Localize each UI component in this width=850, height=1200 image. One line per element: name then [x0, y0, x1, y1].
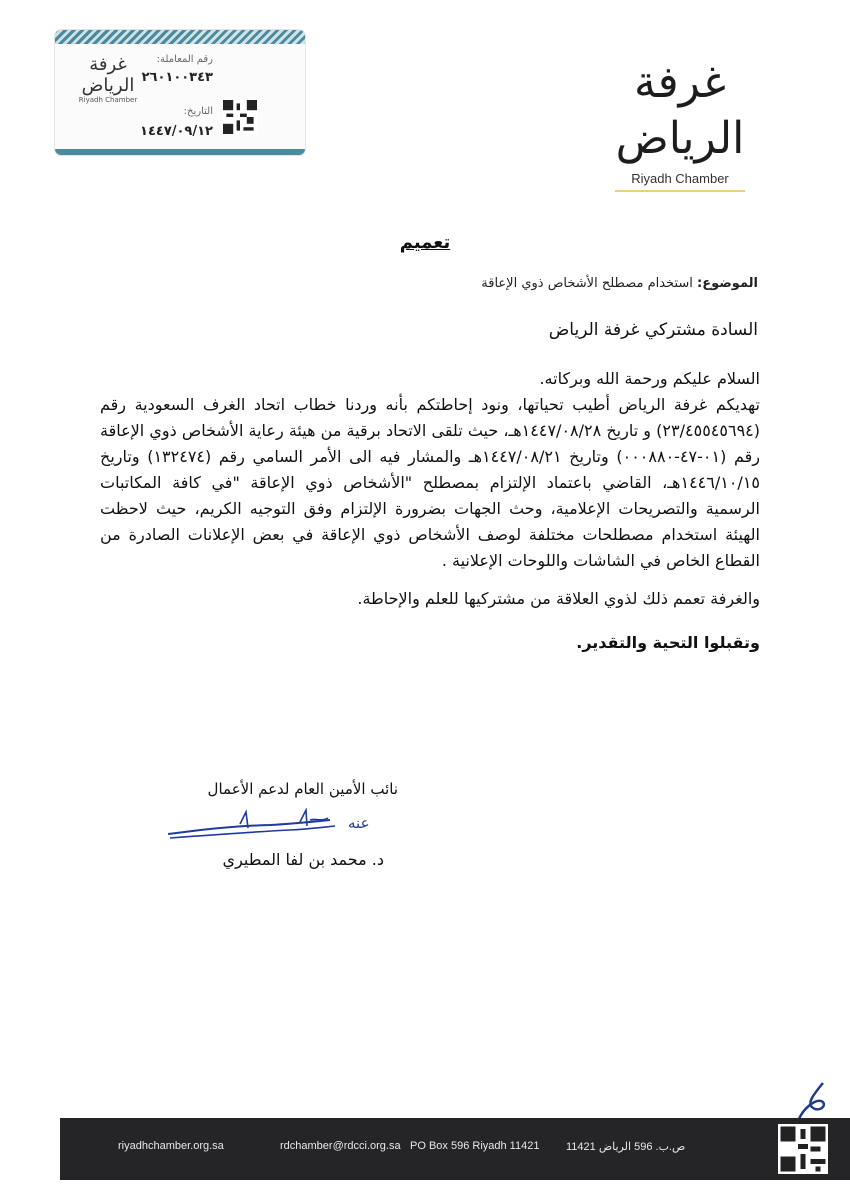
letter-title: تعميم — [399, 232, 451, 253]
footer-bar — [60, 1118, 850, 1180]
on-behalf-mark: عنه — [348, 814, 370, 832]
body-paragraph: تهديكم غرفة الرياض أطيب تحياتها، ونود إحاطتكم بأنه وردنا خطاب اتحاد الغرف السعودية رقم (٢٣/٤٥٥٤٥٦٩٤) و تاريخ ١٤٤٧/٠٨/٢٨هـ، حيث تلقى الاتحاد برقية من هيئة رعاية الأشخاص ذوي الإعاقة رقم (٠١-٤٧-٠٠٠٨٨٠) وتاريخ ١٤٤٧/٠٨/٢١هـ والمشار فيه الى الأمر السامي رقم (١٣٢٤٧٤) وتاريخ ١٤٤٦/١٠/١٥هـ، القاضي باعتماد الإلتزام بمصطلح "الأشخاص ذوي الإعاقة "في كافة المكاتبات الرسمية والتصريحات الإعلامية، وحث الجهات بضرورة الإلتزام وفق التوجيه الكريم، حيث لاحظت الهيئة استخدام مصطلحات مختلفة لوصف الأشخاص ذوي الإعاقة في بعض الإعلانات الصادرة من القطاع الخاص في الشاشات واللوحات الإعلانية . — [100, 395, 761, 570]
subject-line — [481, 276, 758, 291]
letter-body — [100, 366, 760, 656]
logo-underline — [615, 190, 745, 192]
footer-po-box-en: PO Box 596 Riyadh 11421 — [410, 1140, 540, 1152]
logo-english: Riyadh Chamber — [631, 171, 729, 186]
signatory-title: نائب الأمين العام لدعم الأعمال — [207, 780, 398, 798]
logo-arabic: غرفة الرياض — [615, 57, 745, 164]
riyadh-chamber-logo — [570, 55, 790, 186]
footer-email[interactable]: rdchamber@rdcci.org.sa — [280, 1140, 401, 1152]
footer-po-box-ar: ص.ب. 596 الرياض 11421 — [566, 1141, 686, 1153]
stamp-logo — [63, 54, 153, 106]
footer-website[interactable]: riyadhchamber.org.sa — [118, 1140, 224, 1152]
handwritten-signature — [160, 808, 400, 848]
stamp-qr-icon — [223, 100, 257, 134]
subject-text: استخدام مصطلح الأشخاص ذوي الإعاقة — [481, 276, 697, 291]
footer-qr-icon — [778, 1124, 828, 1174]
subject-label: الموضوع: — [697, 276, 758, 291]
transaction-number-label: رقم المعاملة: — [156, 54, 213, 65]
notice-paragraph: والغرفة تعمم ذلك لذوي العلاقة من مشتركيها للعلم والإحاطة. — [357, 589, 760, 608]
stamp-logo-english: Riyadh Chamber — [78, 96, 138, 104]
date-value: ١٤٤٧/٠٩/١٢ — [140, 124, 213, 139]
date-label: التاريخ: — [183, 106, 213, 117]
stamp-hatch-border — [55, 30, 305, 44]
greeting: السلام عليكم ورحمة الله وبركاته. — [539, 369, 760, 388]
closing-line: وتقبلوا التحية والتقدير. — [576, 633, 760, 652]
transaction-stamp — [55, 30, 305, 155]
signatory-name: د. محمد بن لفا المطيري — [222, 850, 384, 869]
transaction-number: ٢٦٠١٠٠٣٤٣ — [141, 70, 213, 85]
stamp-logo-arabic: غرفة الرياض — [81, 54, 135, 96]
stamp-bottom-strip — [55, 149, 305, 155]
salutation: السادة مشتركي غرفة الرياض — [548, 320, 758, 340]
